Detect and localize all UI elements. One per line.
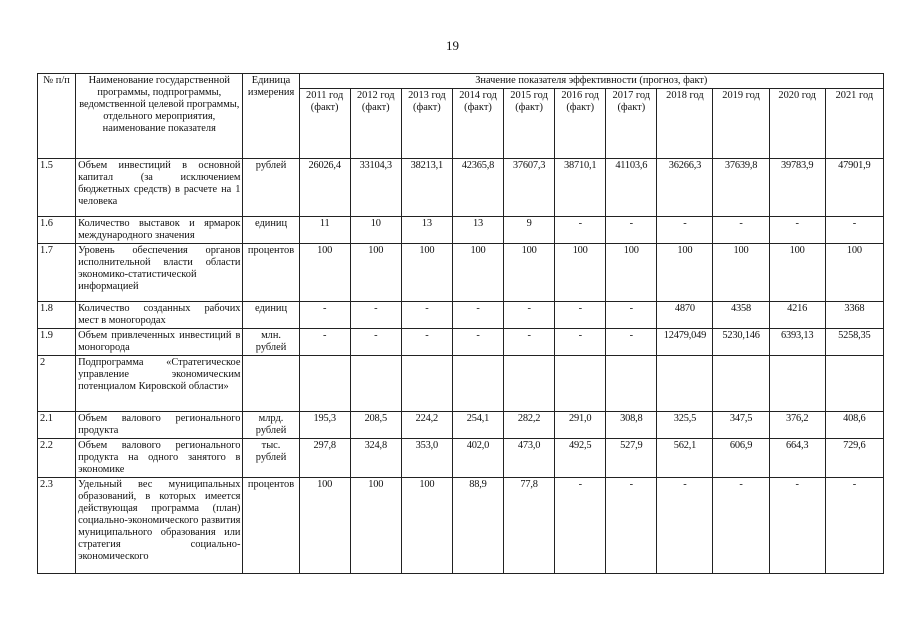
value-cell: 13 xyxy=(401,217,452,244)
header-year: 2020 год xyxy=(769,89,825,159)
value-cell xyxy=(657,356,713,412)
value-cell: - xyxy=(350,302,401,329)
header-year: 2012 год (факт) xyxy=(350,89,401,159)
value-cell: - xyxy=(606,478,657,574)
value-cell: - xyxy=(769,478,825,574)
value-cell xyxy=(825,356,883,412)
value-cell: 100 xyxy=(504,244,555,302)
value-cell: - xyxy=(769,217,825,244)
row-number: 2 xyxy=(38,356,76,412)
unit-cell: млн. рублей xyxy=(243,329,299,356)
indicator-name: Объем инвестиций в основной капитал (за исключением бюджетных средств) в расчете на 1 человека xyxy=(76,159,243,217)
value-cell: 606,9 xyxy=(713,439,769,478)
value-cell: 11 xyxy=(299,217,350,244)
value-cell: 13 xyxy=(452,217,503,244)
row-number: 2.3 xyxy=(38,478,76,574)
indicator-name: Объем валового регионального продукта на одного занятого в экономике xyxy=(76,439,243,478)
value-cell: 5230,146 xyxy=(713,329,769,356)
value-cell: - xyxy=(452,329,503,356)
value-cell: 9 xyxy=(504,217,555,244)
row-number: 1.8 xyxy=(38,302,76,329)
value-cell: 729,6 xyxy=(825,439,883,478)
value-cell: - xyxy=(555,217,606,244)
header-year: 2013 год (факт) xyxy=(401,89,452,159)
row-number: 1.6 xyxy=(38,217,76,244)
value-cell: 38213,1 xyxy=(401,159,452,217)
header-year: 2015 год (факт) xyxy=(504,89,555,159)
value-cell: - xyxy=(350,329,401,356)
table-body xyxy=(38,159,884,574)
table-row xyxy=(38,478,884,574)
unit-cell: тыс. рублей xyxy=(243,439,299,478)
table-row xyxy=(38,302,884,329)
table-row xyxy=(38,412,884,439)
value-cell: 664,3 xyxy=(769,439,825,478)
value-cell: 100 xyxy=(401,244,452,302)
value-cell xyxy=(401,356,452,412)
value-cell: 353,0 xyxy=(401,439,452,478)
header-year: 2017 год (факт) xyxy=(606,89,657,159)
header-num: № п/п xyxy=(38,74,76,159)
row-number: 2.1 xyxy=(38,412,76,439)
value-cell: 4358 xyxy=(713,302,769,329)
value-cell xyxy=(769,356,825,412)
value-cell: 297,8 xyxy=(299,439,350,478)
value-cell: - xyxy=(299,329,350,356)
value-cell: 308,8 xyxy=(606,412,657,439)
row-number: 1.5 xyxy=(38,159,76,217)
value-cell: - xyxy=(713,478,769,574)
value-cell: 6393,13 xyxy=(769,329,825,356)
value-cell: - xyxy=(555,478,606,574)
value-cell: 195,3 xyxy=(299,412,350,439)
value-cell: 224,2 xyxy=(401,412,452,439)
header-year: 2018 год xyxy=(657,89,713,159)
value-cell: 291,0 xyxy=(555,412,606,439)
value-cell: 100 xyxy=(555,244,606,302)
value-cell: 562,1 xyxy=(657,439,713,478)
value-cell: 408,6 xyxy=(825,412,883,439)
indicator-name: Объем валового регионального продукта xyxy=(76,412,243,439)
value-cell: - xyxy=(657,478,713,574)
value-cell: 41103,6 xyxy=(606,159,657,217)
value-cell xyxy=(713,356,769,412)
value-cell xyxy=(299,356,350,412)
table-row xyxy=(38,244,884,302)
value-cell xyxy=(504,356,555,412)
row-number: 1.9 xyxy=(38,329,76,356)
unit-cell: единиц xyxy=(243,302,299,329)
table-row xyxy=(38,329,884,356)
indicator-name: Количество созданных рабочих мест в моногородах xyxy=(76,302,243,329)
indicator-name: Удельный вес муниципальных образований, в которых имеется действующая программа (план) социально-экономического развития муниципального образования или стратегия социально-экономического xyxy=(76,478,243,574)
value-cell: 100 xyxy=(452,244,503,302)
value-cell: 33104,3 xyxy=(350,159,401,217)
value-cell: 10 xyxy=(350,217,401,244)
value-cell: 100 xyxy=(606,244,657,302)
value-cell: 77,8 xyxy=(504,478,555,574)
value-cell: 208,5 xyxy=(350,412,401,439)
value-cell: 47901,9 xyxy=(825,159,883,217)
table-row xyxy=(38,159,884,217)
header-year: 2014 год (факт) xyxy=(452,89,503,159)
value-cell: 88,9 xyxy=(452,478,503,574)
unit-cell: единиц xyxy=(243,217,299,244)
value-cell: 5258,35 xyxy=(825,329,883,356)
value-cell: - xyxy=(452,302,503,329)
table-row xyxy=(38,217,884,244)
header-year: 2019 год xyxy=(713,89,769,159)
value-cell: - xyxy=(606,302,657,329)
value-cell: 100 xyxy=(401,478,452,574)
indicators-table xyxy=(37,73,884,574)
value-cell: 100 xyxy=(657,244,713,302)
value-cell: 42365,8 xyxy=(452,159,503,217)
indicator-name: Подпрограмма «Стратегическое управление экономическим потенциалом Кировской области» xyxy=(76,356,243,412)
value-cell xyxy=(606,356,657,412)
value-cell: 39783,9 xyxy=(769,159,825,217)
value-cell: - xyxy=(606,329,657,356)
value-cell: - xyxy=(606,217,657,244)
value-cell: 100 xyxy=(299,244,350,302)
value-cell xyxy=(350,356,401,412)
value-cell xyxy=(452,356,503,412)
value-cell: 402,0 xyxy=(452,439,503,478)
value-cell: 4216 xyxy=(769,302,825,329)
value-cell: 100 xyxy=(350,478,401,574)
value-cell: 100 xyxy=(299,478,350,574)
table-row xyxy=(38,356,884,412)
header-year: 2021 год xyxy=(825,89,883,159)
indicator-name: Объем привлеченных инвестиций в моногорода xyxy=(76,329,243,356)
value-cell: 38710,1 xyxy=(555,159,606,217)
header-unit: Единица измерения xyxy=(243,74,299,159)
value-cell: - xyxy=(555,329,606,356)
value-cell: 376,2 xyxy=(769,412,825,439)
unit-cell: рублей xyxy=(243,159,299,217)
value-cell: 473,0 xyxy=(504,439,555,478)
value-cell xyxy=(555,356,606,412)
value-cell: 325,5 xyxy=(657,412,713,439)
value-cell: 36266,3 xyxy=(657,159,713,217)
value-cell: - xyxy=(299,302,350,329)
value-cell: - xyxy=(401,329,452,356)
value-cell: 527,9 xyxy=(606,439,657,478)
value-cell: 37607,3 xyxy=(504,159,555,217)
unit-cell: млрд. рублей xyxy=(243,412,299,439)
value-cell: 254,1 xyxy=(452,412,503,439)
value-cell: 282,2 xyxy=(504,412,555,439)
value-cell: - xyxy=(713,217,769,244)
row-number: 1.7 xyxy=(38,244,76,302)
indicator-name: Уровень обеспечения органов исполнительной власти области экономико-статистической информацией xyxy=(76,244,243,302)
value-cell: 324,8 xyxy=(350,439,401,478)
header-values-group: Значение показателя эффективности (прогноз, факт) xyxy=(299,74,883,89)
row-number: 2.2 xyxy=(38,439,76,478)
value-cell: 4870 xyxy=(657,302,713,329)
value-cell: 26026,4 xyxy=(299,159,350,217)
value-cell: 492,5 xyxy=(555,439,606,478)
value-cell: - xyxy=(555,302,606,329)
value-cell: 100 xyxy=(825,244,883,302)
unit-cell: процентов xyxy=(243,478,299,574)
value-cell: 12479,049 xyxy=(657,329,713,356)
value-cell: 37639,8 xyxy=(713,159,769,217)
value-cell: 100 xyxy=(769,244,825,302)
header-year: 2011 год (факт) xyxy=(299,89,350,159)
value-cell: - xyxy=(504,302,555,329)
value-cell: - xyxy=(825,478,883,574)
unit-cell xyxy=(243,356,299,412)
value-cell: - xyxy=(657,217,713,244)
table-row xyxy=(38,439,884,478)
value-cell: 3368 xyxy=(825,302,883,329)
indicator-name: Количество выставок и ярмарок международного значения xyxy=(76,217,243,244)
value-cell: 100 xyxy=(713,244,769,302)
page-number: 19 xyxy=(446,38,459,53)
value-cell: - xyxy=(401,302,452,329)
value-cell: 100 xyxy=(350,244,401,302)
header-year: 2016 год (факт) xyxy=(555,89,606,159)
unit-cell: процентов xyxy=(243,244,299,302)
value-cell: 347,5 xyxy=(713,412,769,439)
value-cell: - xyxy=(825,217,883,244)
header-name: Наименование государственной программы, подпрограммы, ведомственной целевой программы, отдельного мероприятия, наименование показателя xyxy=(76,74,243,159)
value-cell: - xyxy=(504,329,555,356)
